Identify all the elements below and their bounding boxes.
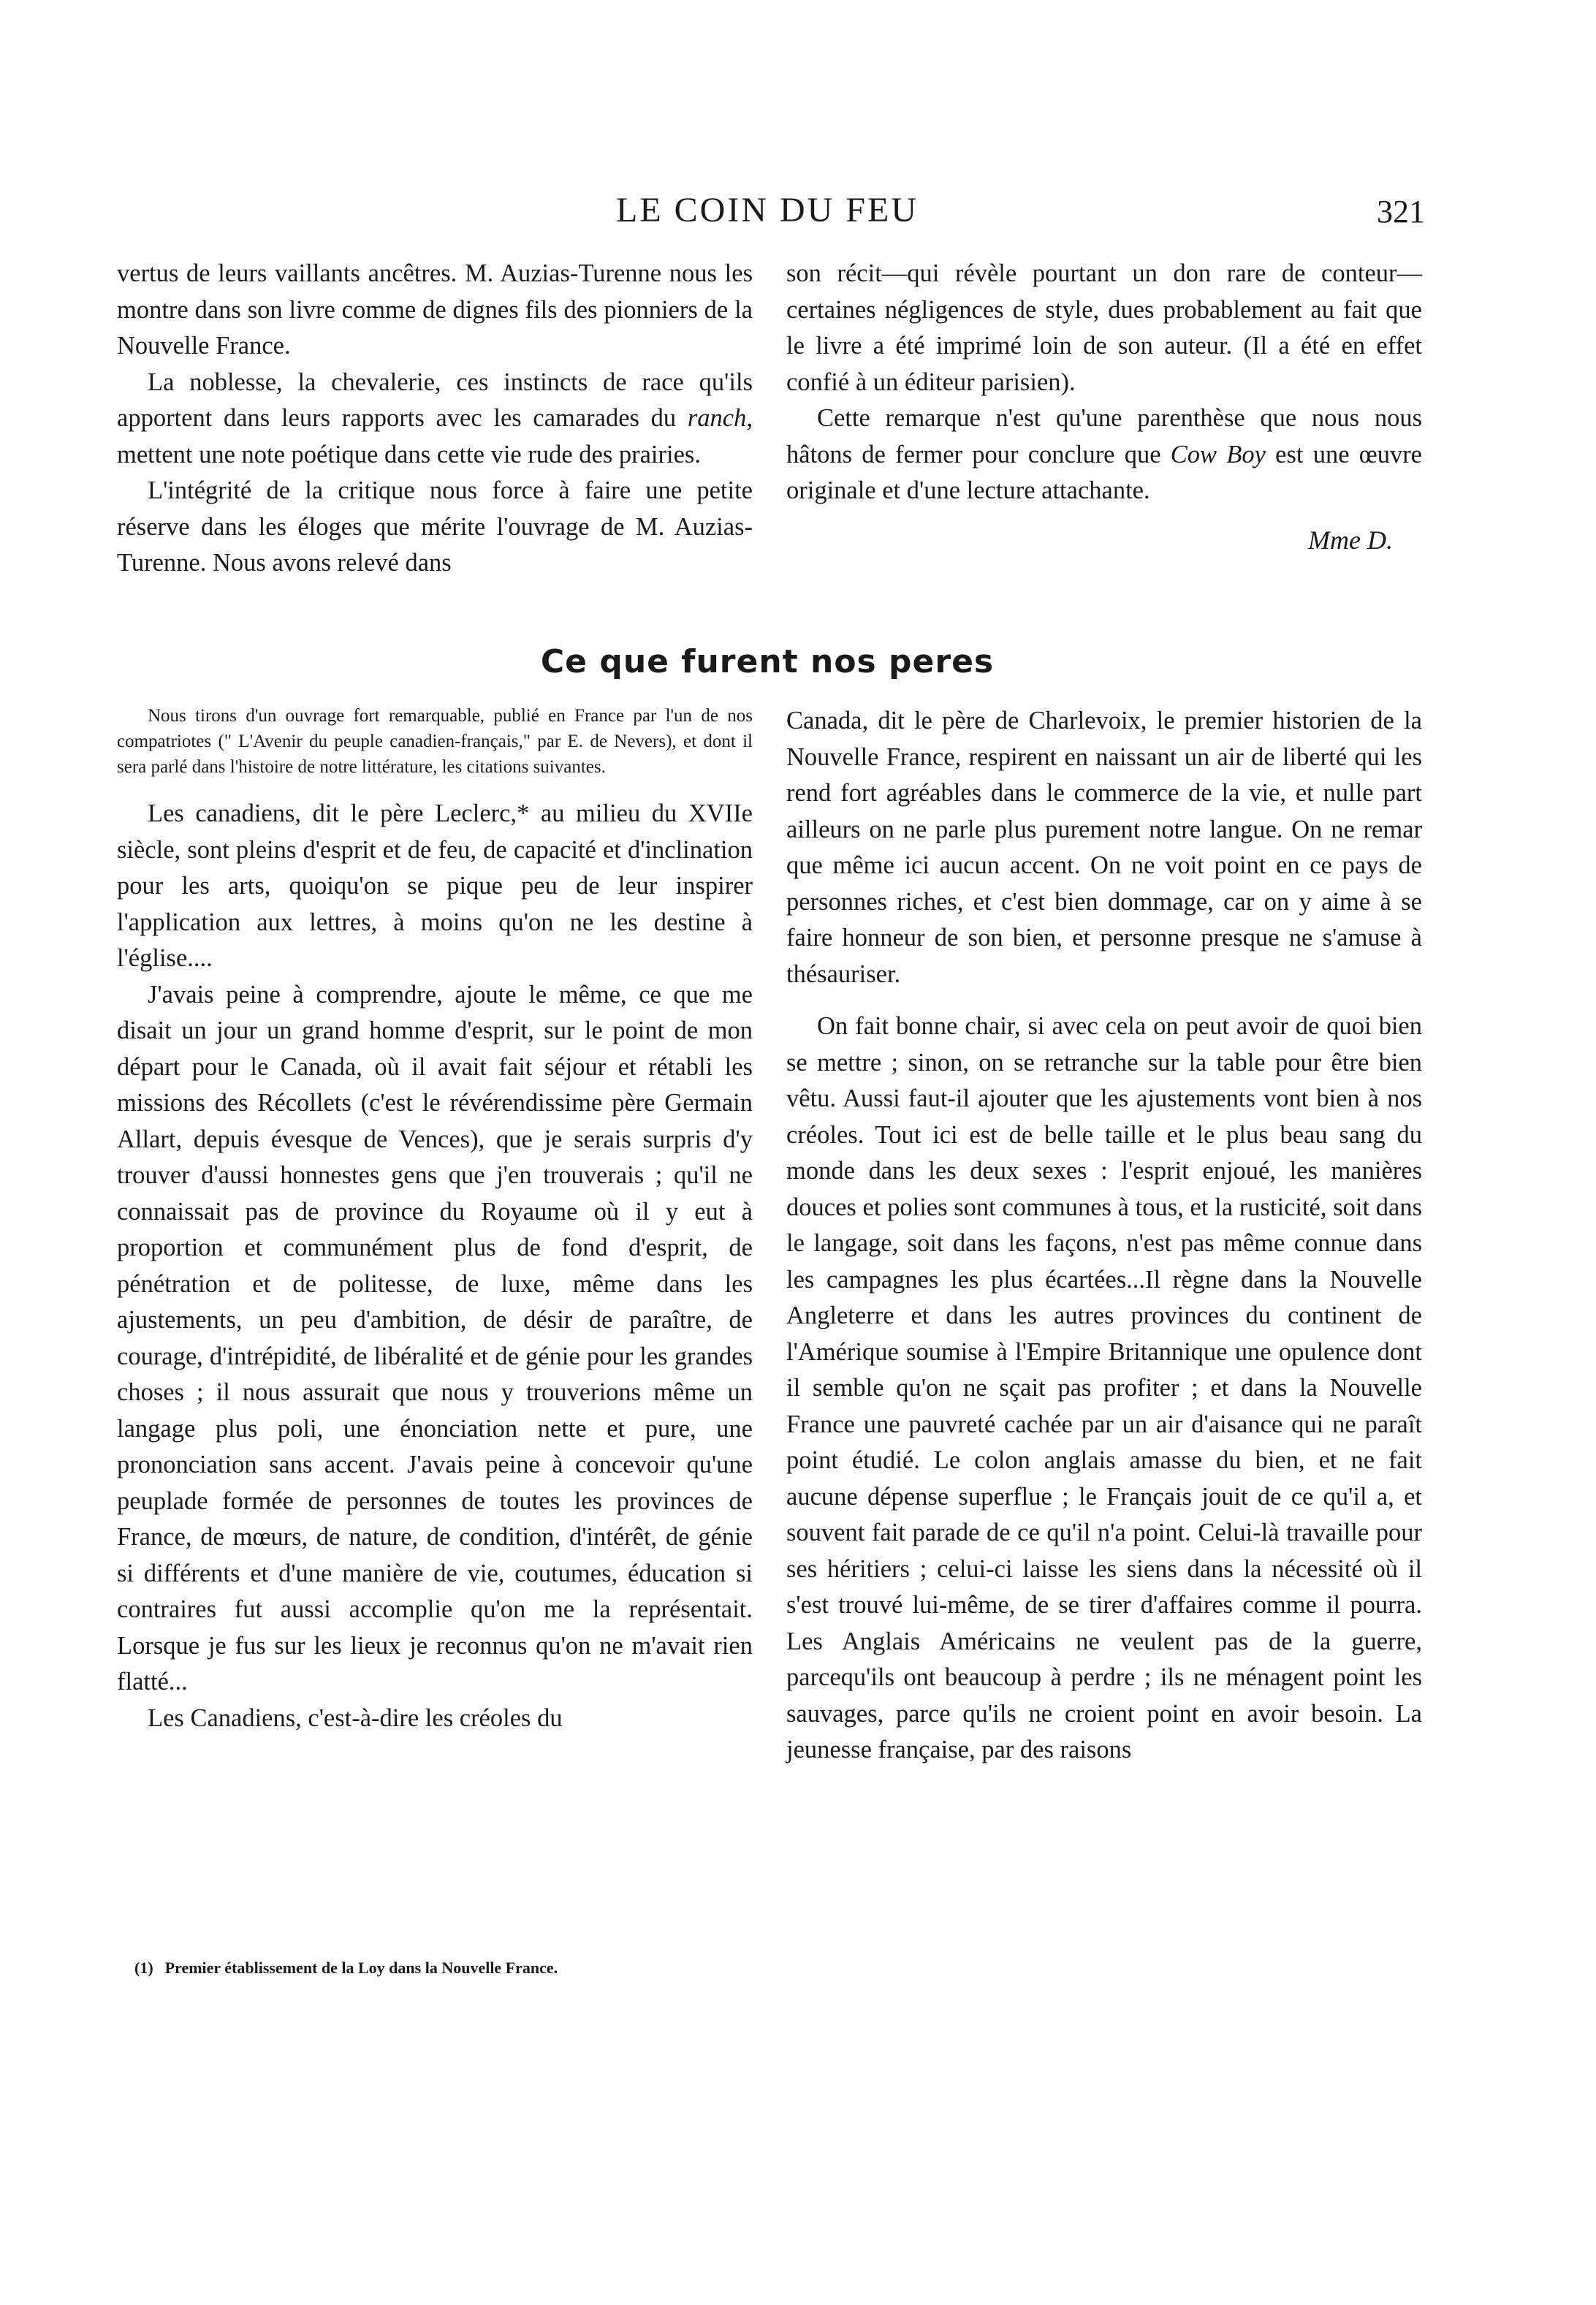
footnote: [117, 1959, 770, 1978]
top-right-column: [786, 256, 1422, 558]
footnote-mark: (1): [134, 1959, 153, 1977]
italic-text: ranch: [687, 404, 747, 432]
paragraph: vertus de leurs vaillants ancêtres. M. Auzias-Turenne nous les montre dans son livre comme de dignes fils des pionniers de la Nouvelle France.: [117, 259, 753, 360]
paragraph: Canada, dit le père de Charlevoix, le premier historien de la Nouvelle France, respirent en naissant un air de liberté qui les rend fort agréables dans le commerce de la vie, et nulle part ailleurs on ne parle plus purement notre langue. On ne remar que même ici aucun accent. On ne voit point en ce pays de personnes riches, et c'est bien dommage, car on y aime à se faire honneur de son bien, et personne presque ne s'amuse à thésauriser.: [786, 707, 1422, 988]
intro-note: Nous tirons d'un ouvrage fort remarquable, publié en France par l'un de nos compatriotes (" L'Avenir du peuple canadien-français," par E. de Nevers), et dont il sera parlé dans l'histoire de notre littérature, les citations suivantes.: [117, 706, 753, 777]
paragraph: son récit—qui révèle pourtant un don rare de conteur—certaines négligences de style, dues probablement au fait que le livre a été imprimé loin de son auteur. (Il a été en effet confié à un éditeur parisien).: [786, 259, 1422, 396]
paragraph: J'avais peine à comprendre, ajoute le même, ce que me disait un jour un grand homme d'esprit, sur le point de mon départ pour le Canada, où il avait fait séjour et rétabli les missions des Récollets (c'est le révérendissime père Germain Allart, depuis évesque de Vences), que je serais surpris d'y trouver d'aussi honnestes gens que j'en trouverais ; qu'il ne connaissait pas de province du Royaume où il y eut à proportion et communément plus de fond d'esprit, de pénétration et de politesse, de luxe, même dans les ajustements, un peu d'ambition, de désir de paraître, de courage, d'intrépidité, de libéralité et de génie pour les grandes choses ; il nous assurait que nous y trouverions même un langage plus poli, une énonciation nette et pure, une prononciation sans accent. J'avais peine à concevoir qu'une peuplade formée de personnes de toutes les provinces de France, de mœurs, de nature, de condition, d'intérêt, de génie si différents et d'une manière de vie, coutumes, éducation si contraires fut aussi accomplie qu'on me la représentait. Lorsque je fus sur les lieux je reconnus qu'on ne m'avait rien flatté...: [117, 980, 753, 1695]
text-run: est une œuvre originale et d'une lecture attachante.: [786, 440, 1422, 504]
running-header: [110, 183, 1425, 241]
paragraph: Les Canadiens, c'est-à-dire les créoles du: [148, 1704, 563, 1732]
paragraph: On fait bonne chair, si avec cela on peut avoir de quoi bien se mettre ; sinon, on se retranche sur la table pour être bien vêtu. Aussi faut-il ajouter que les ajustements vont bien à nos créoles. Tout ici est de belle taille et le plus beau sang du monde dans les deux sexes : l'esprit enjoué, les manières douces et polies sont communes à tous, et la rusticité, soit dans le langage, soit dans les façons, n'est pas même connue dans les campagnes les plus écartées...Il règne dans la Nouvelle Angleterre et dans les autres provinces du continent de l'Amérique soumise à l'Empire Britannique une opulence dont il semble qu'on ne sçait pas profiter ; et dans la Nouvelle France une pauvreté cachée par un air d'aisance qui ne paraît point étudié. Le colon anglais amasse du bien, et ne fait aucune dépense superflue ; le Français jouit de ce qu'il a, et souvent fait parade de ce qu'il n'a point. Celui-là travaille pour ses héritiers ; celui-ci laisse les siens dans la nécessité où il s'est trouvé lui-même, de se tirer d'affaires comme il pourra. Les Anglais Américains ne veulent pas de la guerre, parcequ'ils ont beaucoup à perdre ; ils ne ménagent point les sauvages, parce qu'ils ne croient point en avoir besoin. La jeunesse française, par des raisons: [786, 1012, 1422, 1763]
main-left-column: [117, 703, 753, 1736]
footnote-text: Premier établissement de la Loy dans la Nouvelle France.: [164, 1959, 558, 1977]
italic-text: Cow Boy: [1170, 440, 1266, 468]
paragraph: [117, 365, 753, 474]
section-title: Ce que furent nos peres: [540, 643, 995, 680]
main-right-column: [786, 703, 1422, 1769]
page-number: 321: [1377, 194, 1425, 229]
paragraph: Les canadiens, dit le père Leclerc,* au milieu du XVIIe siècle, sont pleins d'esprit et de feu, de capacité et d'inclination pour les arts, quoiqu'on se pique peu de leur inspirer l'application aux lettres, à moins qu'on ne les destine à l'église....: [117, 800, 753, 972]
text-run: La noblesse, la chevalerie, ces instincts de race qu'ils apportent dans leurs rapports avec les camarades du: [117, 368, 753, 432]
author-signature: Mme D.: [1308, 525, 1393, 555]
body-text: [117, 796, 753, 1736]
text-run: , mettent une note poétique dans cette vie rude des prairies.: [117, 404, 753, 468]
text-run: Cette remarque n'est qu'une parenthèse que nous nous hâtons de fermer pour conclure que: [786, 404, 1422, 468]
top-left-column: [117, 256, 753, 582]
running-title: LE COIN DU FEU: [616, 191, 919, 229]
paragraph: [786, 400, 1422, 509]
paragraph: L'intégrité de la critique nous force à faire une petite réserve dans les éloges que mérite l'ouvrage de M. Auzias-Turenne. Nous avons relevé dans: [117, 476, 753, 577]
